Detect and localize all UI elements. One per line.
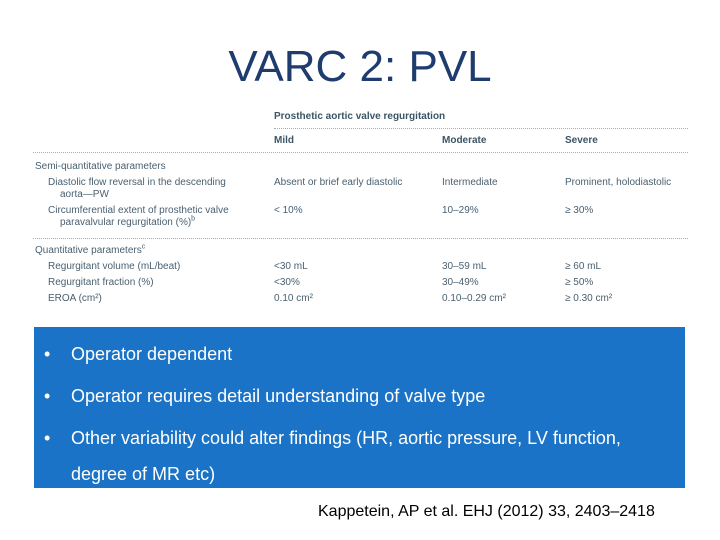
slide-title: VARC 2: PVL (228, 42, 492, 91)
bullet-text: Operator requires detail understanding of valve type (71, 386, 486, 406)
quantitative-section: Quantitative parameters$^c$ (35, 243, 146, 256)
row-value: 0.10–0.29 cm² (442, 293, 506, 304)
row-label: Regurgitant volume (mL/beat) (48, 261, 181, 272)
table-header-title: Prosthetic aortic valve regurgitation (274, 111, 446, 122)
row-value: <30% (274, 277, 300, 288)
bullet-marker: • (44, 344, 51, 364)
row-value: ≥ 50% (565, 277, 594, 288)
row-value: 10–29% (442, 205, 479, 216)
bullet-marker: • (44, 386, 51, 406)
col-moderate: Moderate (442, 135, 487, 146)
bullet-text: Operator dependent (71, 344, 233, 364)
row-value: Absent or brief early diastolic (274, 177, 403, 188)
row-value: < 10% (274, 205, 303, 216)
row-label: paravalvular regurgitation (%)$^b$ (60, 215, 196, 228)
row-label: Circumferential extent of prosthetic valve (48, 205, 229, 216)
col-mild: Mild (274, 135, 294, 146)
row-value: 30–59 mL (442, 261, 487, 272)
row-label: Regurgitant fraction (%) (48, 277, 154, 288)
row-value: ≥ 60 mL (565, 261, 602, 272)
row-value: ≥ 30% (565, 205, 594, 216)
pvl-grading-table (33, 105, 688, 317)
row-value: ≥ 0.30 cm² (565, 293, 613, 304)
table-divider (274, 128, 688, 129)
bullet-text: Other variability could alter findings (HR, aortic pressure, LV function, degree of MR etc) (71, 428, 621, 484)
bullet-marker: • (44, 428, 51, 448)
table-divider (33, 238, 688, 239)
row-label: Diastolic flow reversal in the descending (48, 177, 226, 188)
row-value: 30–49% (442, 277, 479, 288)
row-label: aorta—PW (60, 189, 109, 200)
key-points-box (34, 327, 685, 488)
row-value: 0.10 cm² (274, 293, 313, 304)
row-value: Prominent, holodiastolic (565, 177, 672, 188)
col-severe: Severe (565, 135, 598, 146)
table-divider (33, 152, 688, 153)
row-label: EROA (cm²) (48, 293, 102, 304)
row-value: <30 mL (274, 261, 308, 272)
citation: Kappetein, AP et al. EHJ (2012) 33, 2403–2418 (318, 503, 655, 520)
semi-quantitative-section: Semi-quantitative parameters (35, 161, 166, 172)
row-value: Intermediate (442, 177, 498, 188)
